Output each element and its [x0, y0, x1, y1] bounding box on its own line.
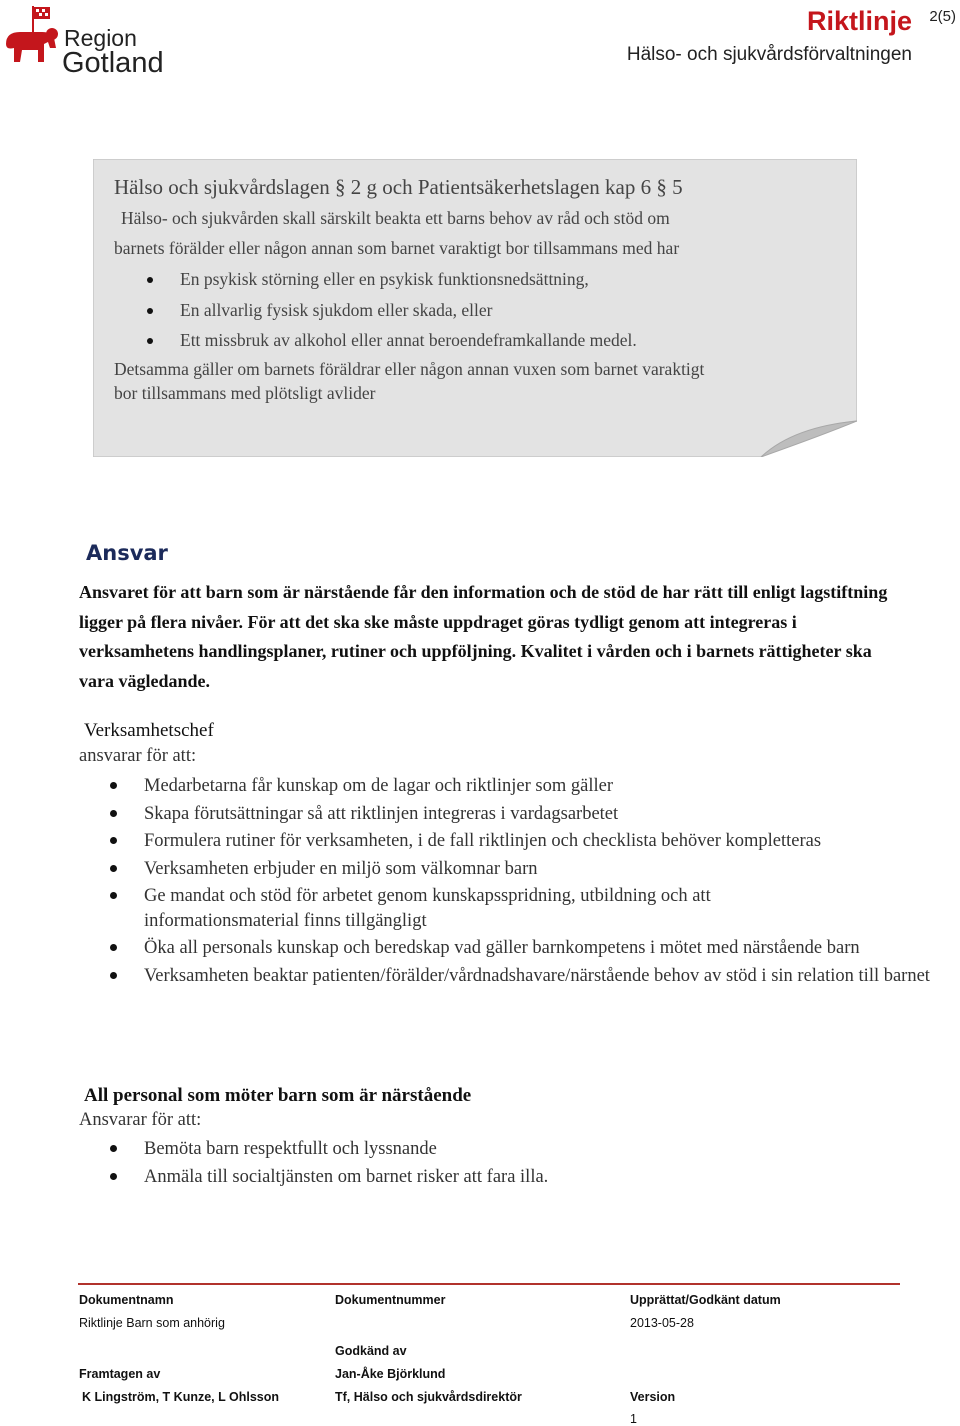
- bullet-dot: [110, 810, 117, 817]
- footer-framtagen-label: Framtagen av: [79, 1367, 161, 1381]
- all-personal-title: All personal som möter barn som är närstående: [84, 1085, 472, 1106]
- page-number: 2(5): [929, 8, 956, 25]
- logo-gotland-text: Gotland: [62, 47, 164, 76]
- footer-version-value: 1: [630, 1412, 637, 1426]
- document-type: Riktlinje: [806, 6, 912, 36]
- region-gotland-logo: [2, 4, 177, 76]
- footer-godkand-value: Jan-Åke Björklund: [335, 1367, 446, 1381]
- all-personal-list: [110, 1137, 910, 1189]
- ansvar-paragraph: Ansvaret för att barn som är närstående får den information och de stöd de har rätt till enligt lagstiftning ligger på flera nivåer. För att det ska ske måste uppdraget göras tydligt genom att integreras i verksamhetens handlingsplaner, rutiner och uppföljning. Kvalitet i vården och i barnets rättigheter ska vara vägledande.: [79, 582, 888, 691]
- section-heading-ansvar: Ansvar: [86, 541, 168, 565]
- law-bullet: En psykisk störning eller en psykisk funktionsnedsättning,: [180, 269, 589, 289]
- list-item-text: Medarbetarna får kunskap om de lagar och riktlinjer som gäller: [144, 776, 614, 796]
- list-item-text: Öka all personals kunskap och beredskap vad gäller barnkompetens i mötet med närstående barn: [144, 938, 860, 958]
- law-bullet: Ett missbruk av alkohol eller annat beroendeframkallande medel.: [180, 330, 637, 350]
- footer-version-label: Version: [630, 1390, 676, 1404]
- list-item: [110, 857, 910, 882]
- list-item: [110, 1137, 910, 1162]
- list-item: [110, 964, 934, 989]
- bullet-dot: [110, 1173, 117, 1180]
- list-item: [110, 884, 844, 933]
- list-item: [110, 774, 910, 799]
- bullet-dot: [147, 277, 153, 283]
- footer-upprattat-label: Upprättat/Godkänt datum: [630, 1293, 781, 1307]
- verksamhetschef-title: Verksamhetschef: [84, 720, 214, 741]
- list-item-text: Formulera rutiner för verksamheten, i de fall riktlinjen och checklista behöver kompletteras: [144, 831, 822, 851]
- law-intro-line-2: barnets förälder eller någon annan som barnet varaktigt bor tillsammans med har: [114, 238, 680, 258]
- list-item-text: Verksamheten beaktar patienten/förälder/vårdnadshavare/närstående behov av stöd i sin relation till barnet: [144, 965, 930, 986]
- list-item-text: Ge mandat och stöd för arbetet genom kunskapsspridning, utbildning och att informationsmaterial finns tillgängligt: [144, 886, 711, 931]
- bullet-dot: [110, 782, 117, 789]
- verksamhetschef-list: [110, 774, 930, 988]
- bullet-dot: [147, 338, 153, 344]
- list-item-text: Bemöta barn respektfullt och lyssnande: [144, 1139, 437, 1159]
- bullet-dot: [110, 865, 117, 872]
- bullet-dot: [110, 944, 117, 951]
- list-item: [110, 936, 864, 961]
- bullet-dot: [110, 972, 117, 979]
- law-outro-line-2: bor tillsammans med plötsligt avlider: [114, 383, 376, 403]
- footer-godkand-title: Tf, Hälso och sjukvårdsdirektör: [335, 1390, 522, 1404]
- law-box-title: Hälso och sjukvårdslagen § 2 g och Patientsäkerhetslagen kap 6 § 5: [114, 175, 683, 199]
- footer-godkand-label: Godkänd av: [335, 1344, 407, 1358]
- law-intro-line-1: Hälso- och sjukvården skall särskilt beakta ett barns behov av råd och stöd om: [121, 208, 670, 228]
- bullet-dot: [147, 308, 153, 314]
- list-item: [110, 829, 844, 854]
- list-item-text: Anmäla till socialtjänsten om barnet risker att fara illa.: [144, 1166, 549, 1187]
- footer-divider: [78, 1283, 900, 1285]
- organization-name: Hälso- och sjukvårdsförvaltningen: [626, 44, 912, 65]
- footer-dokumentnamn-value: Riktlinje Barn som anhörig: [79, 1316, 225, 1330]
- footer-upprattat-value: 2013-05-28: [630, 1316, 694, 1330]
- bullet-dot: [110, 837, 117, 844]
- ram-emblem-icon: [2, 4, 177, 76]
- list-item: [110, 802, 910, 827]
- all-personal-subtitle: Ansvarar för att:: [79, 1110, 202, 1130]
- footer-dokumentnamn-label: Dokumentnamn: [79, 1293, 174, 1307]
- bullet-dot: [110, 892, 117, 899]
- list-item-text: Verksamheten erbjuder en miljö som välkomnar barn: [144, 858, 538, 879]
- footer-framtagen-value: K Lingström, T Kunze, L Ohlsson: [82, 1390, 279, 1404]
- footer-dokumentnummer-label: Dokumentnummer: [335, 1293, 446, 1307]
- bullet-dot: [110, 1145, 117, 1152]
- law-outro-line-1: Detsamma gäller om barnets föräldrar eller någon annan vuxen som barnet varaktigt: [114, 359, 705, 379]
- list-item-text: Skapa förutsättningar så att riktlinjen integreras i vardagsarbetet: [144, 803, 619, 824]
- logo-region-text: Region: [64, 25, 137, 51]
- list-item: [110, 1165, 910, 1190]
- verksamhetschef-subtitle: ansvarar för att:: [79, 746, 197, 766]
- law-bullet: En allvarlig fysisk sjukdom eller skada, eller: [180, 300, 493, 320]
